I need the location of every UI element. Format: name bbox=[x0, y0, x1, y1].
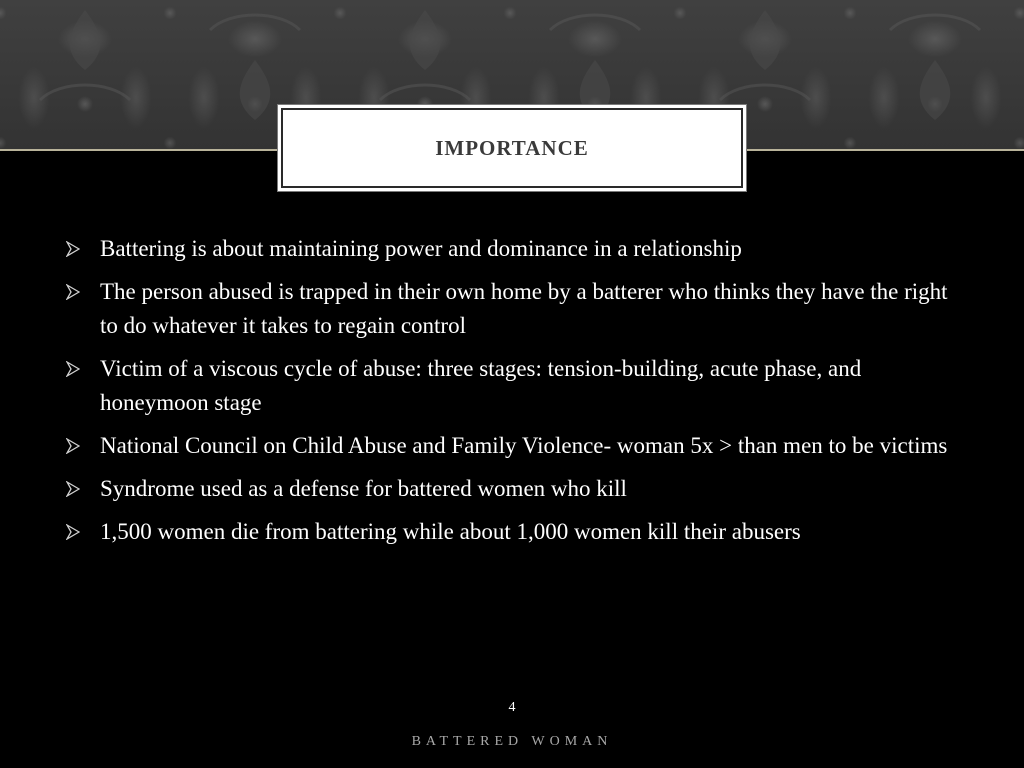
arrow-bullet-icon bbox=[66, 241, 80, 257]
bullet-text: 1,500 women die from battering while about 1,000 women kill their abusers bbox=[100, 519, 801, 544]
arrow-bullet-icon bbox=[66, 524, 80, 540]
bullet-list bbox=[64, 232, 954, 558]
bullet-text: National Council on Child Abuse and Family Violence- woman 5x > than men to be victims bbox=[100, 433, 948, 458]
bullet-item bbox=[64, 472, 954, 506]
bullet-item bbox=[64, 232, 954, 266]
arrow-bullet-icon bbox=[66, 361, 80, 377]
bullet-text: Battering is about maintaining power and dominance in a relationship bbox=[100, 236, 742, 261]
arrow-bullet-icon bbox=[66, 438, 80, 454]
slide-title: IMPORTANCE bbox=[435, 135, 589, 160]
footer-title: BATTERED WOMAN bbox=[411, 734, 613, 749]
title-box-inner bbox=[281, 108, 743, 188]
bullet-item bbox=[64, 429, 954, 463]
arrow-bullet-icon bbox=[66, 284, 80, 300]
bullet-item bbox=[64, 275, 954, 343]
bullet-text: Victim of a viscous cycle of abuse: three stages: tension-building, acute phase, and honeymoon stage bbox=[100, 356, 862, 415]
bullet-item bbox=[64, 515, 954, 549]
page-number: 4 bbox=[508, 700, 516, 715]
bullet-text: Syndrome used as a defense for battered women who kill bbox=[100, 476, 627, 501]
arrow-bullet-icon bbox=[66, 481, 80, 497]
bullet-text: The person abused is trapped in their own home by a batterer who thinks they have the right to do whatever it takes to regain control bbox=[100, 279, 948, 338]
title-box bbox=[277, 104, 747, 192]
bullet-item bbox=[64, 352, 954, 420]
